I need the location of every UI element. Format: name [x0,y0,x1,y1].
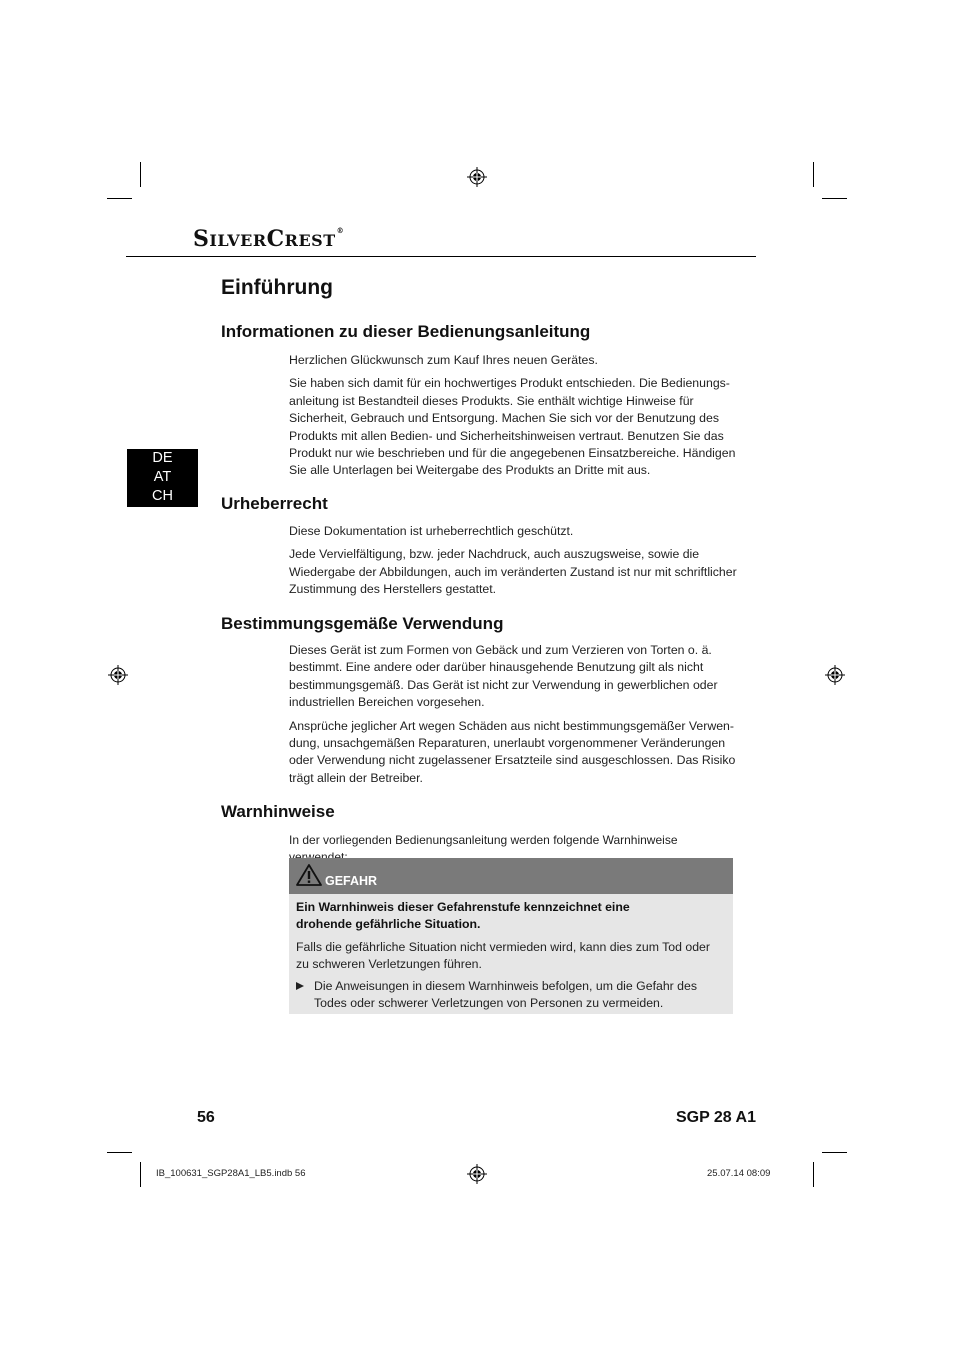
crop-mark [107,1152,132,1153]
print-slug-file: IB_100631_SGP28A1_LB5.indb 56 [156,1168,306,1179]
warning-level-label: GEFAHR [325,874,378,888]
logo-rest-rest: REST [284,231,336,250]
text-line: zu schweren Verletzungen führen. [296,957,482,972]
warning-box-body [289,894,733,1014]
text-line: dung, unsachgemäßen Reparaturen, unerlaubt vorgenommener Veränderungen [289,736,726,751]
language-at: AT [153,469,172,485]
warning-consequence [296,939,724,974]
warning-box-content [296,899,724,1012]
warning-triangle-icon [296,864,322,886]
crop-mark [813,1162,814,1187]
text-line: Dieses Gerät ist zum Formen von Gebäck und zum Verzieren von Torten o. ä. [289,643,712,657]
section-heading-warnings: Warnhinweise [221,802,335,821]
crop-mark [822,198,847,199]
page-number: 56 [197,1109,215,1126]
text-line: bestimmungsgemäß. Das Gerät ist nicht zur Verwendung in gewerblichen oder [289,677,718,692]
info-paragraphs [289,352,737,486]
language-ch: CH [152,488,173,504]
intended-use-paragraphs [289,642,737,793]
warning-box-header [289,858,733,894]
crop-mark [822,1152,847,1153]
header-rule [126,256,756,257]
logo-initial-s: S [193,226,210,252]
text-line: Jede Vervielfältigung, bzw. jeder Nachdruck, auch auszugsweise, sowie die [289,547,700,562]
intended-use-text-1 [289,642,737,712]
info-intro-text: Herzlichen Glückwunsch zum Kauf Ihres neuen Gerätes. [289,353,598,367]
text-line: trägt allein der Betreiber. [289,770,423,785]
warning-definition [296,899,724,934]
registration-mark-icon [467,167,487,187]
registration-mark-icon [825,665,845,685]
text-line: anleitung ist Bestandteil dieses Produkts. Sie enthält wichtige Hinweise für [289,393,694,408]
text-line: Produkts mit allen Bedien- und Sicherheitshinweisen vertraut. Benutzen Sie das [289,428,724,443]
text-line: Die Anweisungen in diesem Warnhinweis befolgen, um die Gefahr des [314,978,698,993]
info-body-text [289,375,737,479]
registration-mark-icon [108,665,128,685]
brand-logo [193,226,344,252]
copyright-intro-text: Diese Dokumentation ist urheberrechtlich geschützt. [289,524,574,538]
text-line: Zustimmung des Herstellers gestattet. [289,582,497,597]
text-line: Ein Warnhinweis dieser Gefahrenstufe kennzeichnet eine [296,900,630,914]
text-line: bestimmt. Eine andere oder darüber hinausgehende Benutzung gilt als nicht [289,660,704,675]
warning-instruction [296,978,724,1013]
text-line: Sie alle Unterlagen bei Weitergabe des Produkts an Dritte mit aus. [289,463,651,478]
section-heading-copyright: Urheberrecht [221,494,328,513]
copyright-body-text [289,546,737,598]
crop-mark [140,1162,141,1187]
page-title: Einführung [221,276,333,299]
text-line: Falls die gefährliche Situation nicht vermieden wird, kann dies zum Tod oder [296,939,710,954]
text-line: Wiedergabe der Abbildungen, auch im veränderten Zustand ist nur mit schriftlicher [289,564,737,579]
text-line: Sicherheit, Gebrauch und Entsorgung. Machen Sie sich vor der Benutzung des [289,411,719,426]
logo-initial-c: C [266,226,285,252]
print-slug-date: 25.07.14 08:09 [707,1168,771,1179]
text-line: industriellen Bereichen vorgesehen. [289,695,485,710]
model-number: SGP 28 A1 [675,1109,756,1126]
warnings-intro-text: In der vorliegenden Bedienungsanleitung werden folgende Warnhinweise [289,833,678,847]
crop-mark [140,162,141,187]
language-de: DE [152,450,173,466]
arrow-right-icon [296,982,304,990]
logo-rest-ilver: ILVER [209,231,267,250]
section-heading-intended-use: Bestimmungsgemäße Verwendung [221,614,504,633]
intended-use-text-2 [289,718,737,788]
crop-mark [813,162,814,187]
text-line: Sie haben sich damit für ein hochwertiges Produkt entschieden. Die Bedienungs- [289,376,730,391]
section-heading-info: Informationen zu dieser Bedienungsanleitung [221,322,591,341]
text-line: Ansprüche jeglicher Art wegen Schäden aus nicht bestimmungsgemäßer Verwen- [289,718,734,733]
text-line: drohende gefährliche Situation. [296,917,481,932]
copyright-paragraphs [289,523,737,605]
language-tab [127,449,198,507]
text-line: Todes oder schwerer Verletzungen von Personen zu vermeiden. [314,996,664,1011]
text-line: Produkt nur wie beschrieben und für die angegebenen Einsatzbereiche. Händigen [289,446,736,461]
logo-registered-mark: ® [336,226,345,235]
text-line: oder Verwendung nicht zugelassener Ersatzteile sind ausgeschlossen. Das Risiko [289,753,736,768]
registration-mark-icon [467,1164,487,1184]
crop-mark [107,198,132,199]
